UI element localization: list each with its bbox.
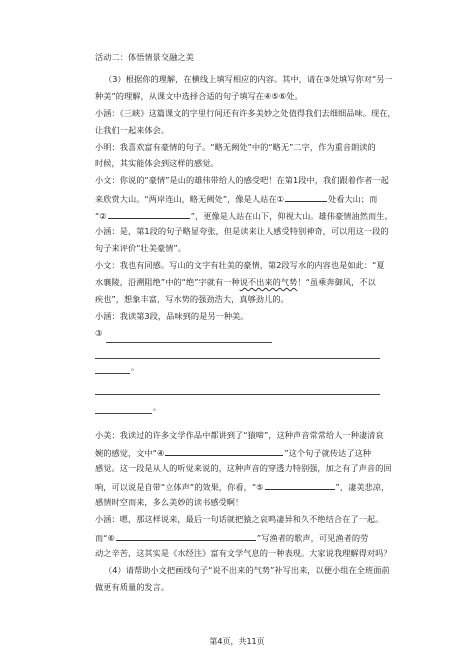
- xiaowen-2-line-2-text-c: ！“虽乘奔御风，不以: [297, 277, 376, 287]
- xiaohan-2-line-1: 小涵：是，第1段的句子略显夸张，但是读来让人感受特别神奇，可以用这一段的: [95, 226, 389, 236]
- xiaowen-2-line-1: 小文：我也有同感。写山的文字有壮美的豪情，第2段写水的内容也是如此：“夏: [95, 260, 385, 270]
- xiaohan-4-line-1: 小涵：嗯，那这样说来，最后一句话就把猿之哀鸣凄异和久不绝结合在了一起。: [95, 514, 384, 524]
- xiaowen-2-line-3: 疾也”，想象丰富，写水势的强劲浩大，真够劲儿的。: [95, 294, 289, 304]
- answer-blank-4[interactable]: [165, 446, 283, 456]
- xiaowen-line-3-text-a: “②: [95, 211, 107, 221]
- question-4-line-1: （4）请帮助小文把画线句子“说不出来的气势”补写出来，以便小组在全班面前: [104, 565, 390, 575]
- xiaohan-4-line-2: [95, 531, 368, 544]
- answer-blank-2[interactable]: [108, 209, 190, 219]
- answer-blank-6[interactable]: [116, 531, 256, 541]
- xiaomei-line-2: [95, 446, 371, 459]
- xiaowen-line-2-text-b: 处看大山；而: [327, 194, 378, 204]
- answer-3-line-2[interactable]: [95, 358, 380, 359]
- answer-blank-5[interactable]: [265, 480, 335, 490]
- xiaoming-line-1: 小明：我喜欢富有豪情的句子。“略无阙处”中的“略无”二字，作为重音朗读的: [95, 142, 376, 152]
- answer-blank-1[interactable]: [285, 192, 327, 202]
- xiaomei-line-3: 感觉。这一段是从人的听觉来说的，这种声音的穿透力特别强，加之有了声音的回: [95, 463, 392, 473]
- answer-3-line-4[interactable]: [95, 394, 380, 395]
- xiaowen-line-2: [95, 192, 377, 205]
- xiaohan-4-line-2-text-a: 而“⑥: [95, 533, 115, 543]
- xiaomei-line-5: 感情时空而来，多么美妙的读书感受啊！: [95, 497, 244, 507]
- xiaomei-line-4: [95, 480, 389, 493]
- answer-3-period-1: 。: [131, 362, 140, 372]
- xiaohan-3-line: 小涵：我读第3段，品味到的是另一种美。: [95, 311, 249, 321]
- xiaomei-line-1: 小美：我读过的许多文学作品中都讲到了“猿啼”，这种声音常常给人一种凄清哀: [95, 430, 384, 440]
- xiaomei-line-4-text-b: ”，凄美悲凉，: [335, 482, 390, 492]
- page-footer: 第4页，共11页: [209, 637, 265, 646]
- question-4-line-2: 做更有质量的发言。: [95, 582, 170, 592]
- xiaowen-2-line-2: [95, 277, 376, 288]
- xiaohan-2-line-2: 句子来评价“壮美豪情”。: [95, 243, 186, 253]
- xiaomei-line-2-text-b: ”这个句子就传达了这种: [284, 448, 372, 458]
- xiaomei-line-4-text-a: 响，可以说是自带“立体声”的效果，你看，“⑤: [95, 482, 264, 492]
- xiaohan-4-line-2-text-b: ”写渔者的歌声，可见渔者的劳: [256, 533, 369, 543]
- question-3-line-2: 种美”的理解，从课文中选择合适的句子填写在④⑤⑥处。: [95, 91, 303, 101]
- xiaowen-line-1: 小文：你说的“豪情”是山的雄伟带给人的感受吧！在第1段中，我们跟着作者一起: [95, 175, 389, 185]
- answer-3-line-1[interactable]: [106, 342, 272, 343]
- xiaohan-4-line-3: 动之辛苦，这其实是《水经注》富有文学气息的一种表现。大家说我理解得对吗？: [95, 548, 392, 558]
- xiaowen-line-2-text-a: 来欣赏大山。“两岸连山，略无阙处”，像是人站在①: [95, 194, 284, 204]
- answer-3-line-5[interactable]: [95, 413, 152, 414]
- xiaowen-2-line-2-text-a: 水襄陵，沿溯阻绝”中的“绝”字就有一种: [95, 277, 240, 287]
- answer-3-label: ③: [95, 328, 103, 338]
- answer-3-period-2: 。: [153, 402, 162, 412]
- xiaoming-line-2: 时候，其实能体会到这样的感觉。: [95, 158, 219, 168]
- xiaohan-line-2: 让我们一起来体会。: [95, 125, 170, 135]
- xiaohan-line-1: 小涵：《三峡》这篇课文的字里行间还有许多美妙之处值得我们去细细品味。现在，: [95, 108, 396, 118]
- xiaowen-line-3-text-b: ”，更像是人站在山下，仰视大山。雄伟豪情油然而生。: [190, 211, 393, 221]
- answer-3-line-3[interactable]: [95, 373, 130, 374]
- section-title: 活动二：体悟情景交融之美: [95, 52, 194, 62]
- xiaowen-line-3: [95, 209, 393, 222]
- xiaomei-line-2-text-a: 婉的感觉，文中“④: [95, 448, 165, 458]
- question-3-line-1: （3）根据你的理解，在横线上填写相应的内容。其中，请在③处填写你对“另一: [104, 74, 393, 84]
- wavy-underlined-phrase: 说不出来的气势: [239, 277, 298, 287]
